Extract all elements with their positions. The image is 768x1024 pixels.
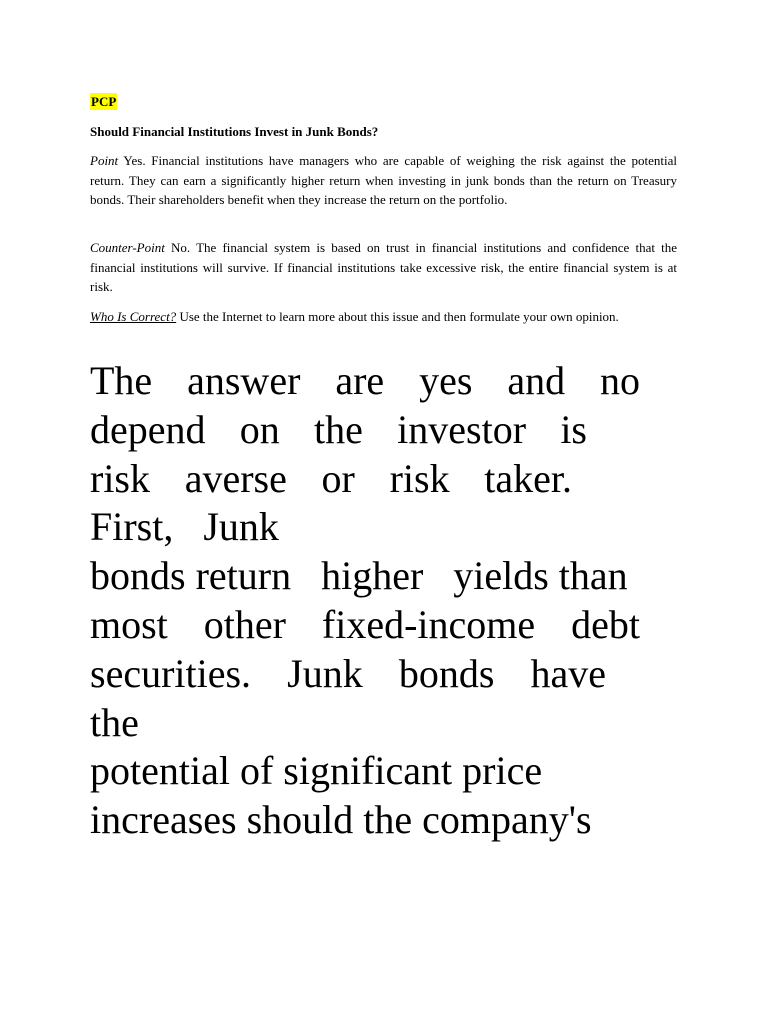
answer-line: depend on the investor is [90,406,587,452]
answer-line: bonds return higher yields than [90,553,628,599]
who-is-correct-label: Who Is Correct? [90,309,177,324]
answer-line: potential of significant price [90,748,543,794]
answer-line: the [90,699,139,745]
question-heading: Should Financial Institutions Invest in Junk Bonds? [90,124,379,139]
answer-line: securities. Junk bonds have [90,650,606,696]
counter-point-paragraph [90,238,677,297]
pcp-tag: PCP [91,94,117,109]
point-label: Point [90,153,119,168]
who-is-correct-paragraph [90,307,677,327]
answer-line: most other fixed-income debt [90,601,640,647]
counter-point-label: Counter-Point [90,240,165,255]
answer-text [90,357,640,845]
point-text: Yes. Financial institutions have managers who are capable of weighing the risk against the potential return. They can earn a significantly higher return when investing in junk bonds than the return on Treasury bonds. Their shareholders benefit when they increase the return on the portfolio. [90,153,677,207]
who-is-correct-text: Use the Internet to learn more about this issue and then formulate your own opinion. [176,309,619,324]
counter-point-text: No. The financial system is based on trust in financial institutions and confidence that the financial institutions will survive. If financial institutions take excessive risk, the entire financial system is at risk. [90,240,677,294]
point-paragraph [90,151,677,210]
answer-line: increases should the company's [90,797,592,843]
answer-line: risk averse or risk taker. [90,455,572,501]
answer-line: First, Junk [90,504,279,550]
answer-line: The answer are yes and no [90,358,640,403]
